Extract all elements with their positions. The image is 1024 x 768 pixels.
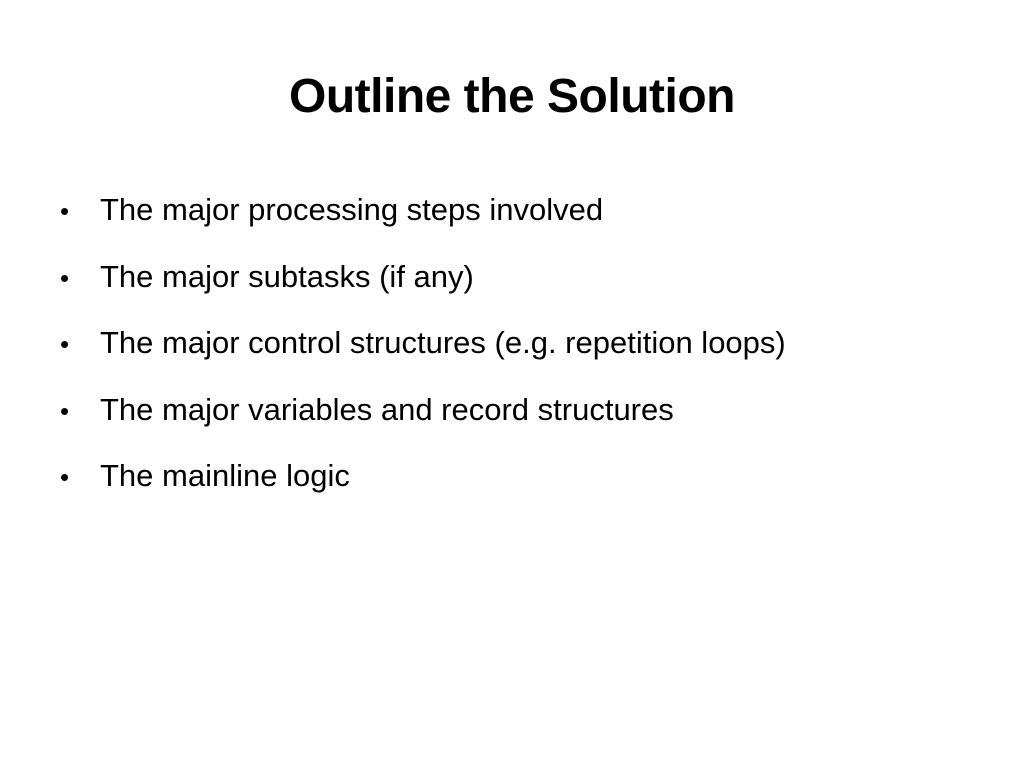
bullet-icon: • [60,462,70,492]
bullet-text: The major subtasks (if any) [100,258,474,294]
bullet-text: The major control structures (e.g. repetition loops) [100,325,786,360]
bullet-item [60,390,960,457]
bullet-item [60,190,960,257]
bullet-icon: • [60,196,70,226]
bullet-item [60,323,960,390]
bullet-icon: • [60,395,70,426]
slide-title: Outline the Solution [289,70,735,123]
bullet-list [60,190,960,523]
bullet-text: The mainline logic [100,458,350,493]
bullet-text: The major variables and record structures [100,391,674,427]
bullet-icon: • [60,262,70,293]
bullet-item [60,456,960,523]
bullet-item [60,257,960,324]
bullet-text: The major processing steps involved [100,192,604,227]
bullet-icon: • [60,329,70,359]
